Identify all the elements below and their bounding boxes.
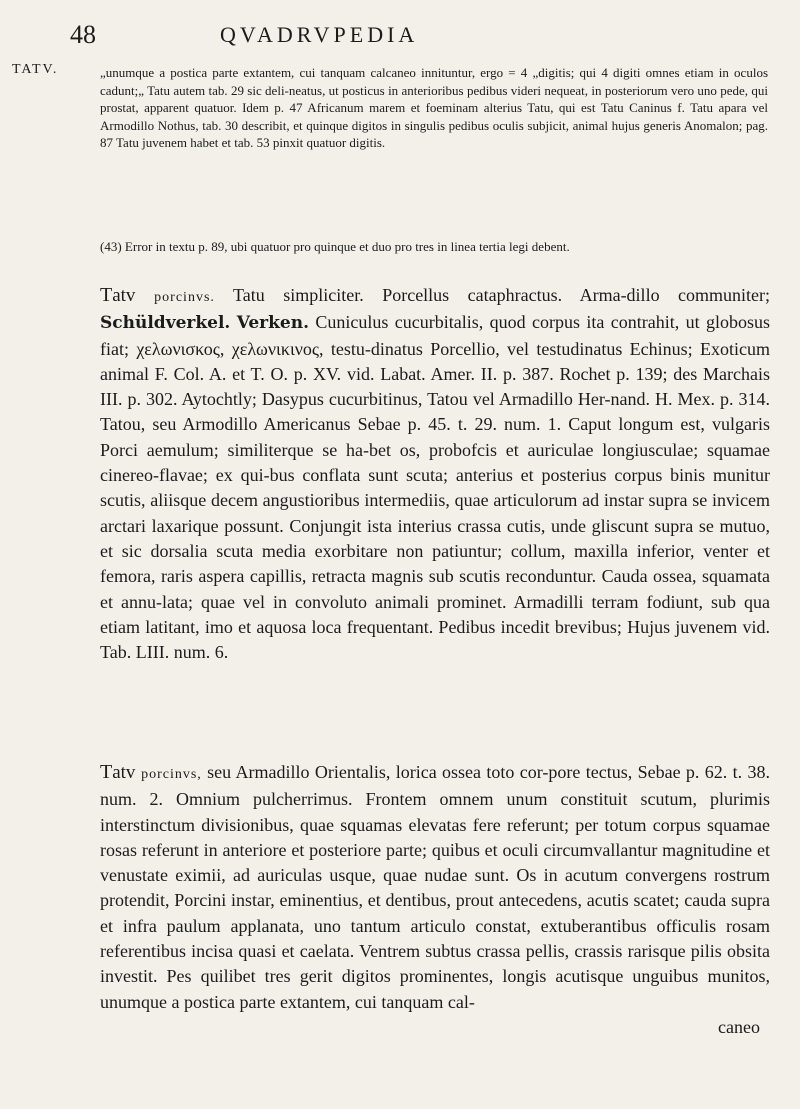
fraktur-term-2: Verken. — [236, 313, 309, 334]
catchword: caneo — [718, 1016, 760, 1037]
fraktur-term-1: Schüldverkel. — [100, 313, 231, 334]
page-number: 48 — [70, 20, 96, 49]
footnote-text: Error in textu p. 89, ubi quatuor pro quinque et duo pro tres in linea tertia legi debent. — [124, 239, 570, 254]
footnote-43 — [100, 238, 768, 256]
running-head: QVADRVPEDIA — [220, 22, 419, 47]
article-tatu-porcinus — [100, 283, 770, 665]
article-text-body: Cuniculus cucurbitalis, quod corpus ita contrahit, ut globosus fiat; χελωνισκος, χελωνικινος, testu-dinatus Porcellio, vel testudinatus Echinus; Exoticum animal F. Col. A. et T. O. p. XV. vid. Labat. Amer. II. p. 387. Rochet p. 139; des Marchais III. p. 302. Aytochtly; Dasypus cucurbitinus, Tatou vel Armadillo Her-nand. H. Mex. p. 314. Tatou, seu Armodillo Americanus Sebae p. 45. t. 29. num. 1. Caput longum est, vulgaris Porci aemulum; similiterque se ha-bet os, probofcis et auriculae longiusculae; squamae cinereo-flavae; ex qui-bus conflata sunt scuta; anterius et posterius corpus binis munitur scutis, aliisque decem angustioribus intermediis, quae articulorum ad instar supra se invicem arctari laxarique possunt. Conjungit ista interius crassa cutis, unde gliscunt supra se mutuo, et sic dorsalia scuta media exorbitare non patiuntur; collum, maxilla inferior, venter et femora, raris aspera capillis, retracta magnis sub scutis reconduntur. Cauda ossea, squamata et annu-lata; quae vel in convoluto animali prominet. Armadilli terram fodiunt, sub qua etiam latitant, imo et aquosa loca frequentant. Pedibus incedit brevibus; Hujus juvenem vid. Tab. LIII. num. 6. — [100, 312, 770, 663]
article-heading: Tatv porcinvs, — [100, 761, 202, 783]
article-text-intro: Tatu simpliciter. Porcellus cataphractus. Arma-dillo communiter; — [214, 285, 771, 305]
article-text-body: seu Armadillo Orientalis, lorica ossea toto cor-pore tectus, Sebae p. 62. t. 38. num. 2. Omnium pulcherrimus. Frontem omnem unum constituit scutum, plurimis interstinctum divisionibus, quae squamas elevatas fere referunt; per totum corpus squamae rosas referunt in anteriore et posteriore parte; quibus et oculi circumvallantur magnitudine et venustate eximii, ad auriculas usque, quae nudae sunt. Os in acutum convergens rostrum protendit, Porcini instar, eminentius, et dentibus, prout antecedens, acutis scatet; cauda supra et infra paulum applanata, uno tantum articulo constat, extuberantibus officulis rosam referentibus incisa quasi et caelata. Ventrem subtus crassa pellis, crassis rarisque pilis obsita investit. Pes quilibet tres gerit digitos prominentes, longis acutisque unguibus munitos, unumque a postica parte extantem, cui tanquam cal- — [100, 762, 771, 1012]
margin-heading: TATV. — [12, 62, 59, 77]
footnote-continuation: „unumque a postica parte extantem, cui tanquam calcaneo innituntur, ergo = 4 „digitis; qui 4 digiti omnes etiam in oculos cadunt;„ Tatu autem tab. 29 sic deli-neatus, ut posticus in anterioribus pedibus videri nequeat, in posteriorum vero uno pede, qui prostat, apparent quatuor. Idem p. 47 Africanum marem et foeminam alterius Tatu, qui est Tatu Caninus f. Tatu apara vel Armodillo Nothus, tab. 30 describit, et quinque digitos in singulis pedibus oculis subjicit, animal hujus generis Anomalon; pag. 87 Tatu juvenem habet et tab. 53 pinxit quatuor digitis. — [100, 65, 768, 151]
article-tatu-orientalis — [100, 760, 770, 1040]
footnote-label: (43) — [100, 239, 122, 254]
article-heading: Tatv porcinvs. — [100, 284, 215, 306]
